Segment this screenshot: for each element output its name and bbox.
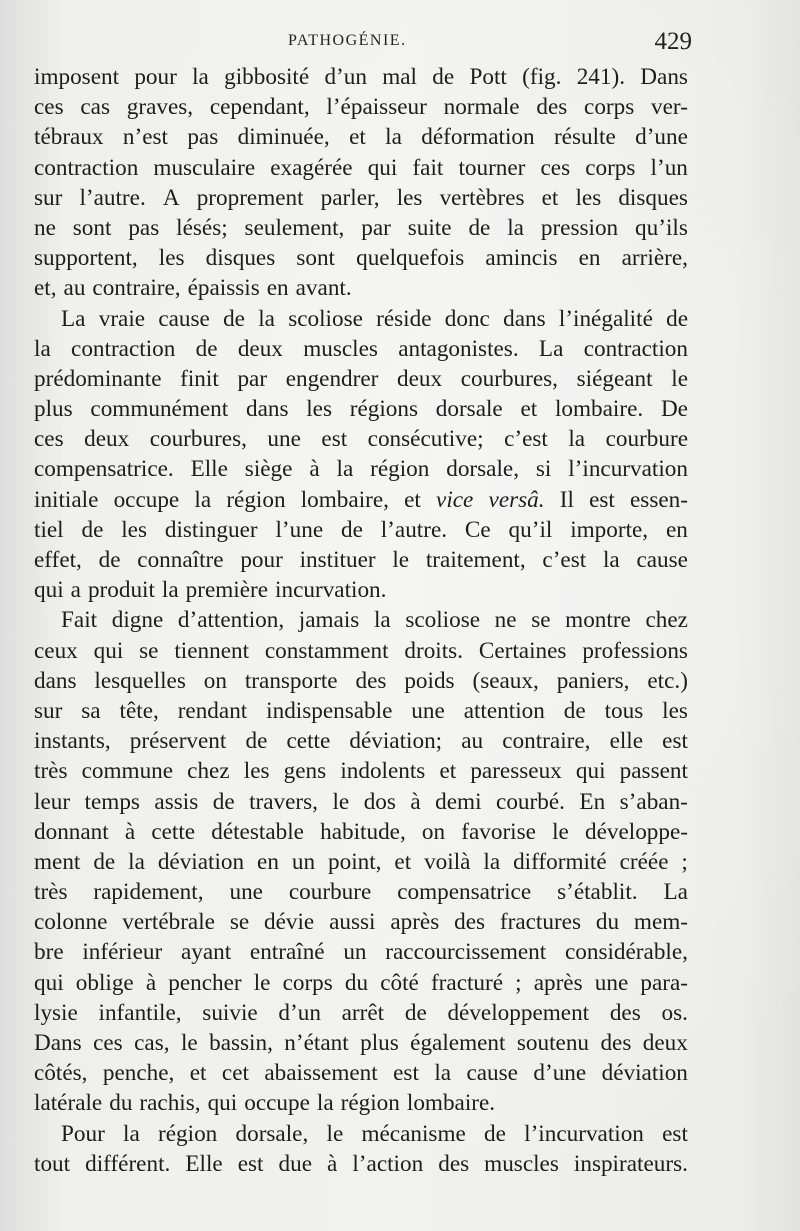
text-line: initiale occupe la région lombaire, et vice versâ. Il est essen- [34,486,688,513]
text-line: qui a produit la première incurvation. [34,577,387,604]
text-line: tébraux n’est pas diminuée, et la déformation résulte d’une [34,124,688,151]
text-line: La vraie cause de la scoliose réside donc dans l’inégalité de [61,305,688,332]
text-line: leur temps assis de travers, le dos à demi courbé. En s’aban- [34,788,688,815]
text-line: qui oblige à pencher le corps du côté fracturé ; après une para- [34,969,688,996]
text-line: colonne vertébrale se dévie aussi après des fractures du mem- [34,909,688,936]
text-line: sur sa tête, rendant indispensable une attention de tous les [34,697,688,724]
text-line: ment de la déviation en un point, et voilà la difformité créée ; [34,848,688,875]
text-line: très commune chez les gens indolents et paresseux qui passent [34,758,688,785]
text-line: supportent, les disques sont quelquefois amincis en arrière, [34,245,688,272]
text-line: très rapidement, une courbure compensatrice s’établit. La [34,879,688,906]
text-line: Pour la région dorsale, le mécanisme de l’incurvation est [61,1120,688,1147]
text-line: ceux qui se tiennent constamment droits. Certaines professions [34,637,688,664]
text-line: ces cas graves, cependant, l’épaisseur normale des corps ver- [34,94,688,121]
text-line: plus communément dans les régions dorsale et lombaire. De [34,396,688,423]
text-line: côtés, penche, et cet abaissement est la cause d’une déviation [34,1060,688,1087]
text-line: Dans ces cas, le bassin, n’étant plus également soutenu des deux [34,1030,688,1056]
text-line: instants, préservent de cette déviation; au contraire, elle est [34,728,688,755]
text-line: Fait digne d’attention, jamais la scoliose ne se montre chez [61,607,688,634]
text-line: ces deux courbures, une est consécutive; c’est la courbure [34,426,688,453]
text-line: dans lesquelles on transporte des poids (seaux, paniers, etc.) [34,667,688,694]
page-number: 429 [654,28,692,55]
text-line: et, au contraire, épaissis en avant. [34,275,352,302]
text-line: imposent pour la gibbosité d’un mal de Pott (fig. 241). Dans [34,64,688,90]
text-line: bre inférieur ayant entraîné un raccourcissement considérable, [34,939,688,966]
text-line: latérale du rachis, qui occupe la région lombaire. [34,1090,496,1117]
text-line: prédominante finit par engendrer deux courbures, siégeant le [34,365,688,392]
text-line: sur l’autre. A proprement parler, les vertèbres et les disques [34,184,688,211]
text-line: donnant à cette détestable habitude, on favorise le développe- [34,818,688,845]
text-line: contraction musculaire exagérée qui fait tourner ces corps l’un [34,154,688,181]
text-line: tout différent. Elle est due à l’action des muscles inspirateurs. [34,1150,688,1177]
text-line: tiel de les distinguer l’une de l’autre. Ce qu’il importe, en [34,516,688,543]
text-line: compensatrice. Elle siège à la région dorsale, si l’incurvation [34,456,688,483]
body-text [34,62,688,1179]
running-head [0,28,800,60]
running-title: PATHOGÉNIE. [288,32,407,49]
text-line: ne sont pas lésés; seulement, par suite de la pression qu’ils [34,214,688,241]
text-line: effet, de connaître pour instituer le traitement, c’est la cause [34,547,688,573]
text-line: la contraction de deux muscles antagonistes. La contraction [34,335,688,362]
text-line: lysie infantile, suivie d’un arrêt de développement des os. [34,999,688,1026]
